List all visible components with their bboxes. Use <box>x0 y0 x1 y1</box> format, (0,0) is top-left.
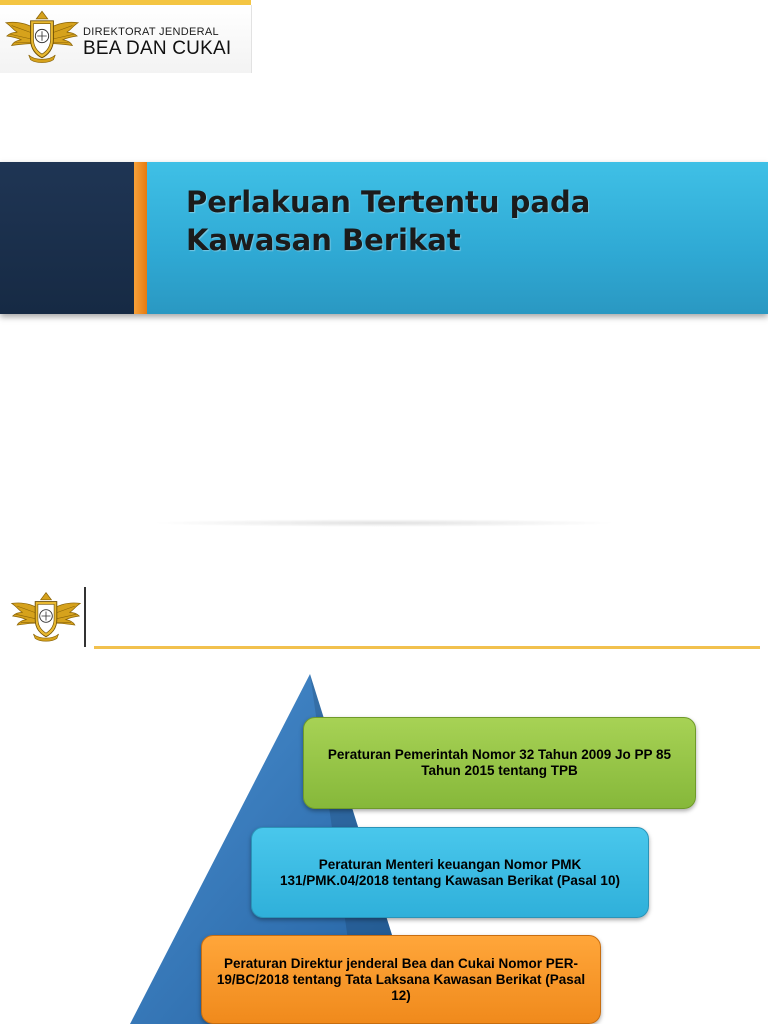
regulation-box-per-dirjen: Peraturan Direktur jenderal Bea dan Cukai Nomor PER-19/BC/2018 tentang Tata Laksana Kawasan Berikat (Pasal 12) <box>201 935 601 1024</box>
title-band-dark-block <box>0 162 134 314</box>
customs-eagle-emblem-icon <box>10 588 82 644</box>
header-gold-rule <box>94 646 760 649</box>
slide-bottom-shadow <box>150 519 618 527</box>
org-name-line2: BEA DAN CUKAI <box>83 38 232 59</box>
org-name-line1: DIREKTORAT JENDERAL <box>83 26 219 38</box>
slide-title: Perlakuan Tertentu pada Kawasan Berikat <box>186 185 591 257</box>
title-band-orange-stripe <box>134 162 147 314</box>
regulation-box-pp: Peraturan Pemerintah Nomor 32 Tahun 2009 Jo PP 85 Tahun 2015 tentang TPB <box>303 717 696 809</box>
customs-eagle-emblem-icon <box>4 7 80 65</box>
regulation-box-pmk: Peraturan Menteri keuangan Nomor PMK 131/PMK.04/2018 tentang Kawasan Berikat (Pasal 10) <box>251 827 649 918</box>
logo-divider <box>84 587 86 647</box>
slide-2 <box>0 560 768 1024</box>
